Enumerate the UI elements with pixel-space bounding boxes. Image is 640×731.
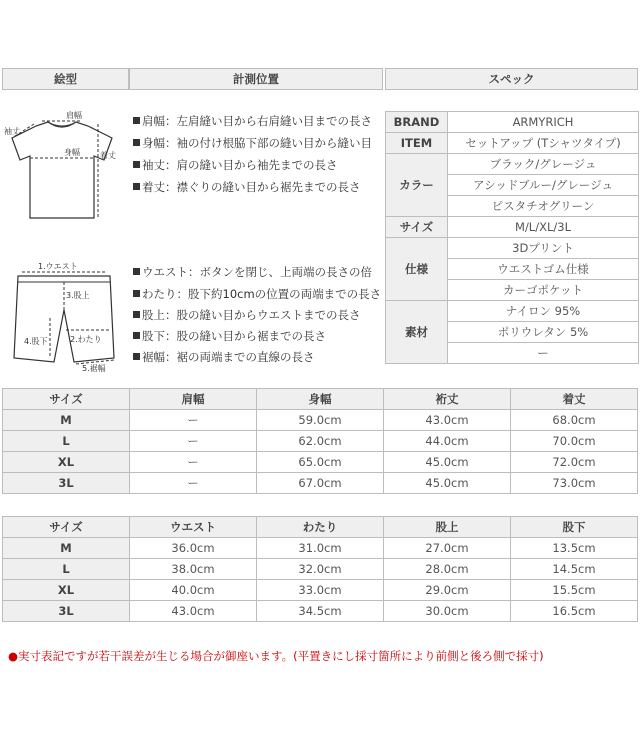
- header-col-spec: スペック: [385, 68, 638, 90]
- header-col-illustration: 絵型: [2, 68, 129, 90]
- spec-table: [385, 111, 639, 364]
- measurement-note: ●実寸表記ですが若干誤差が生じる場合が御座います。(平置きにし採寸箇所により前側と後ろ側で採寸): [8, 649, 544, 663]
- measure-bottom-4: 裾幅：裾の両端までの直線の長さ: [133, 349, 315, 365]
- measure-bottom-3: 股下：股の縫い目から裾までの長さ: [133, 328, 326, 344]
- bottom-th-0: サイズ: [3, 517, 130, 538]
- table-cell: 30.0cm: [384, 601, 511, 622]
- table-cell: 15.5cm: [511, 580, 638, 601]
- spec-brand-label: BRAND: [386, 112, 448, 133]
- table-cell: 45.0cm: [384, 473, 511, 494]
- table-cell: 67.0cm: [257, 473, 384, 494]
- table-cell: 34.5cm: [257, 601, 384, 622]
- spec-feature-0: 3Dプリント: [448, 238, 639, 259]
- top-size-table: [2, 388, 638, 494]
- spec-material-1: ポリウレタン 5%: [448, 322, 639, 343]
- table-row: [3, 538, 638, 559]
- spec-size-label: サイズ: [386, 217, 448, 238]
- tshirt-label-sleeve: 袖丈: [4, 127, 20, 136]
- measure-top-1: 身幅：袖の付け根脇下部の縫い目から縫い目: [133, 135, 372, 151]
- spec-color-1: アシッドブルー/グレージュ: [448, 175, 639, 196]
- table-cell: ー: [130, 473, 257, 494]
- table-cell: M: [3, 538, 130, 559]
- tshirt-label-length: 着丈: [100, 151, 116, 160]
- table-cell: XL: [3, 580, 130, 601]
- tshirt-label-shoulder: 肩幅: [66, 111, 82, 120]
- top-th-4: 着丈: [511, 389, 638, 410]
- table-cell: 27.0cm: [384, 538, 511, 559]
- table-cell: ー: [130, 452, 257, 473]
- shorts-illustration: [2, 258, 127, 373]
- shorts-label-inseam: 4.股下: [24, 337, 48, 346]
- spec-color-label: カラー: [386, 154, 448, 217]
- spec-material-label: 素材: [386, 301, 448, 364]
- table-cell: 36.0cm: [130, 538, 257, 559]
- table-cell: 43.0cm: [384, 410, 511, 431]
- table-cell: 72.0cm: [511, 452, 638, 473]
- shorts-label-rise: 3.股上: [66, 291, 90, 300]
- table-cell: 45.0cm: [384, 452, 511, 473]
- table-cell: 44.0cm: [384, 431, 511, 452]
- table-row: [3, 580, 638, 601]
- table-cell: 14.5cm: [511, 559, 638, 580]
- table-cell: 13.5cm: [511, 538, 638, 559]
- spec-item: セットアップ (Tシャツタイプ): [448, 133, 639, 154]
- table-row: [3, 473, 638, 494]
- measure-bottom-1: わたり：股下約10cmの位置の両端までの長さ: [133, 286, 381, 302]
- table-cell: 73.0cm: [511, 473, 638, 494]
- table-cell: 33.0cm: [257, 580, 384, 601]
- bottom-th-3: 股上: [384, 517, 511, 538]
- spec-feature-1: ウエストゴム仕様: [448, 259, 639, 280]
- top-th-1: 肩幅: [130, 389, 257, 410]
- table-cell: 29.0cm: [384, 580, 511, 601]
- table-row: [3, 452, 638, 473]
- table-cell: 68.0cm: [511, 410, 638, 431]
- shorts-label-thigh: 2.わたり: [70, 335, 102, 344]
- spec-material-2: ー: [448, 343, 639, 364]
- top-th-3: 裄丈: [384, 389, 511, 410]
- spec-sizes: M/L/XL/3L: [448, 217, 639, 238]
- table-cell: 3L: [3, 473, 130, 494]
- measure-top-2: 袖丈：肩の縫い目から袖先までの長さ: [133, 157, 338, 173]
- spec-feature-label: 仕様: [386, 238, 448, 301]
- spec-material-0: ナイロン 95%: [448, 301, 639, 322]
- table-cell: 28.0cm: [384, 559, 511, 580]
- bottom-th-4: 股下: [511, 517, 638, 538]
- table-cell: 62.0cm: [257, 431, 384, 452]
- table-cell: 70.0cm: [511, 431, 638, 452]
- table-cell: 38.0cm: [130, 559, 257, 580]
- tshirt-illustration: [2, 108, 127, 228]
- table-cell: XL: [3, 452, 130, 473]
- table-cell: 3L: [3, 601, 130, 622]
- measure-top-3: 着丈：襟ぐりの縫い目から裾先までの長さ: [133, 179, 361, 195]
- table-cell: M: [3, 410, 130, 431]
- top-th-2: 身幅: [257, 389, 384, 410]
- spec-item-label: ITEM: [386, 133, 448, 154]
- measure-top-0: 肩幅：左肩縫い目から右肩縫い目までの長さ: [133, 113, 372, 129]
- measure-bottom-0: ウエスト：ボタンを閉じ、上両端の長さの倍: [133, 264, 372, 280]
- table-cell: 16.5cm: [511, 601, 638, 622]
- shorts-label-hem: 5.裾幅: [82, 364, 106, 373]
- table-row: [3, 431, 638, 452]
- tshirt-label-chest: 身幅: [64, 148, 80, 157]
- table-cell: L: [3, 431, 130, 452]
- table-cell: ー: [130, 410, 257, 431]
- table-cell: L: [3, 559, 130, 580]
- table-cell: ー: [130, 431, 257, 452]
- spec-brand: ARMYRICH: [448, 112, 639, 133]
- spec-color-0: ブラック/グレージュ: [448, 154, 639, 175]
- bottom-size-table: [2, 516, 638, 622]
- table-cell: 40.0cm: [130, 580, 257, 601]
- table-cell: 43.0cm: [130, 601, 257, 622]
- shorts-label-waist: 1.ウエスト: [38, 262, 78, 271]
- bottom-th-1: ウエスト: [130, 517, 257, 538]
- measure-bottom-2: 股上：股の縫い目からウエストまでの長さ: [133, 307, 361, 323]
- bottom-th-2: わたり: [257, 517, 384, 538]
- top-th-0: サイズ: [3, 389, 130, 410]
- spec-color-2: ピスタチオグリーン: [448, 196, 639, 217]
- table-cell: 65.0cm: [257, 452, 384, 473]
- header-col-measure: 計測位置: [129, 68, 383, 90]
- table-cell: 31.0cm: [257, 538, 384, 559]
- table-cell: 32.0cm: [257, 559, 384, 580]
- table-cell: 59.0cm: [257, 410, 384, 431]
- table-row: [3, 559, 638, 580]
- table-row: [3, 601, 638, 622]
- table-row: [3, 410, 638, 431]
- spec-feature-2: カーゴポケット: [448, 280, 639, 301]
